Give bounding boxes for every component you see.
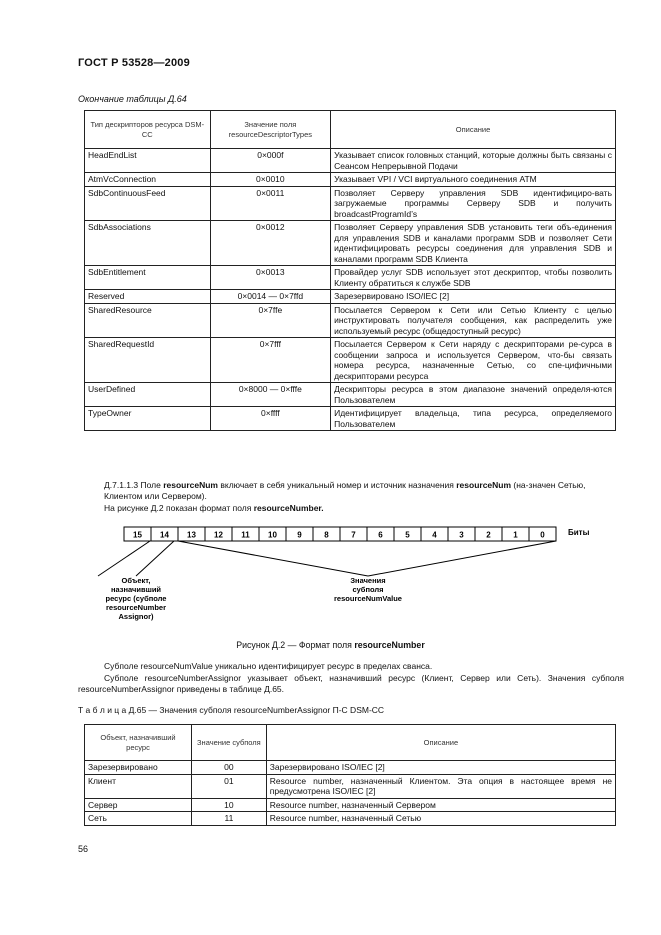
col-header-description: Описание — [331, 111, 616, 149]
cell-name: SdbAssociations — [85, 221, 211, 266]
bit-number: 2 — [486, 530, 491, 540]
bit-number: 14 — [160, 530, 169, 540]
cell-value: 11 — [192, 812, 267, 826]
cell-name: SdbContinuousFeed — [85, 186, 211, 221]
table-row — [85, 186, 616, 221]
label-line: resourceNumValue — [334, 594, 402, 603]
cell-name: SdbEntitlement — [85, 266, 211, 290]
label-line: Assignor) — [118, 612, 154, 621]
label-line: назначивший — [110, 585, 162, 594]
bit-number: 6 — [378, 530, 383, 540]
col-header-value: Значение поля resourceDescriptorTypes — [210, 111, 331, 149]
document-header: ГОСТ Р 53528—2009 — [78, 57, 190, 69]
table-row — [85, 149, 616, 173]
para1-text-c: включает в себя уникальный номер и источник назначения — [218, 480, 457, 490]
cell-value: 0×ffff — [210, 407, 331, 431]
table-header-row — [85, 111, 616, 149]
figure-caption-text: Рисунок Д.2 — Формат поля — [236, 640, 355, 650]
table-row — [85, 303, 616, 338]
cell-name: Сервер — [85, 798, 192, 812]
table-row — [85, 383, 616, 407]
table-row — [85, 173, 616, 187]
bit-number: 7 — [351, 530, 356, 540]
cell-value: 0×7ffe — [210, 303, 331, 338]
cell-name: Сеть — [85, 812, 192, 826]
bit-number: 5 — [405, 530, 410, 540]
paragraph-figure-ref — [104, 503, 624, 514]
cell-name: AtmVcConnection — [85, 173, 211, 187]
para2-text-a: На рисунке Д.2 показан формат поля — [104, 503, 254, 513]
cell-description: Провайдер услуг SDB использует этот дескриптор, чтобы позволить Клиенту обратиться к службе SDB — [331, 266, 616, 290]
page-number: 56 — [78, 844, 89, 854]
bits-label: Биты — [568, 528, 590, 537]
bit-number: 3 — [459, 530, 464, 540]
cell-description: Посылается Сервером к Сети или Сетью Клиенту с целью инструктировать получателя сообщения, как распределить уже используемый ресурс (общедоступный ресурс) — [331, 303, 616, 338]
label-line: resourceNumber — [105, 603, 167, 612]
cell-name: Reserved — [85, 290, 211, 304]
bit-number: 12 — [214, 530, 223, 540]
bit-number: 11 — [241, 530, 250, 540]
table-row — [85, 812, 616, 826]
assignor-label — [106, 576, 167, 621]
para1-bold-d: resourceNum — [456, 480, 512, 490]
table-row — [85, 290, 616, 304]
para2-bold-b: resourceNumber. — [253, 503, 324, 513]
cell-description: Зарезервировано ISO/IEC [2] — [266, 761, 615, 775]
bit-number: 0 — [540, 530, 545, 540]
cell-value: 0×0014 — 0×7ffd — [210, 290, 331, 304]
col-header-description: Описание — [266, 725, 615, 761]
label-line: ресурс (субполе — [105, 594, 167, 603]
bit-number: 1 — [513, 530, 518, 540]
paragraph-assignor: Субполе resourceNumberAssignor указывает объект, назначивший ресурс (Клиент, Сервер или Сеть). Значения субполя resourceNumberAssignor приведены в таблице Д.65. — [78, 673, 624, 694]
cell-name: UserDefined — [85, 383, 211, 407]
cell-value: 0×000f — [210, 149, 331, 173]
cell-description: Посылается Сервером к Сети наряду с дескрипторами ре-сурса в сообщении запроса и используется Сервером, что-бы связать номера ресурса, назначенные Сетью, со спе-цифичными дескрипторами ресурса — [331, 338, 616, 383]
cell-value: 00 — [192, 761, 267, 775]
table-row — [85, 761, 616, 775]
table-row — [85, 774, 616, 798]
resource-number-format-diagram — [78, 520, 638, 640]
num-value-label — [334, 576, 402, 603]
table-row — [85, 338, 616, 383]
label-line: Объект, — [121, 576, 151, 585]
bit-number: 8 — [324, 530, 329, 540]
bit-number: 4 — [432, 530, 437, 540]
bit-number: 13 — [187, 530, 196, 540]
cell-value: 01 — [192, 774, 267, 798]
paragraph-num-value: Субполе resourceNumValue уникально идентифицирует ресурс в пределах сванса. — [104, 661, 433, 671]
bit-number: 10 — [268, 530, 277, 540]
label-line: Значения — [350, 576, 386, 585]
cell-description: Позволяет Серверу управления SDB идентифициро-вать загружаемые программы Серверу SDB и получить broadcastProgramId’s — [331, 186, 616, 221]
table-row — [85, 798, 616, 812]
figure-caption — [0, 640, 661, 650]
cell-description: Позволяет Серверу управления SDB установить теги объ-единения для управления SDB и каналами программ SDB и позволяет Сети идентифицировать ресурсы соединения для управления SDB и каналами программ SDB Клиента — [331, 221, 616, 266]
cell-name: HeadEndList — [85, 149, 211, 173]
label-line: субполя — [352, 585, 384, 594]
cell-description: Resource number, назначенный Сетью — [266, 812, 615, 826]
cell-description: Указывает VPI / VCI виртуального соединения ATM — [331, 173, 616, 187]
bit-number: 9 — [297, 530, 302, 540]
table1-caption: Окончание таблицы Д.64 — [78, 94, 187, 104]
cell-description: Указывает список головных станций, которые должны быть связаны с Сеансом Непрерывной Подачи — [331, 149, 616, 173]
cell-name: TypeOwner — [85, 407, 211, 431]
cell-value: 0×0010 — [210, 173, 331, 187]
cell-name: Зарезервировано — [85, 761, 192, 775]
cell-name: Клиент — [85, 774, 192, 798]
right-bracket-line-a — [178, 541, 368, 576]
col-header-type: Тип дескрипторов ресурса DSM-CC — [85, 111, 211, 149]
descriptor-types-table — [84, 110, 616, 431]
figure-caption-bold: resourceNumber — [354, 640, 425, 650]
table1-body — [85, 149, 616, 431]
bit-number: 15 — [133, 530, 142, 540]
right-bracket-line-b — [368, 541, 556, 576]
cell-value: 10 — [192, 798, 267, 812]
cell-value: 0×0011 — [210, 186, 331, 221]
col-header-object: Объект, назначивший ресурс — [85, 725, 192, 761]
table2-caption: Т а б л и ц а Д.65 — Значения субполя resourceNumberAssignor П-С DSM-CC — [78, 705, 385, 715]
para1-text-a: Д.7.1.1.3 Поле — [104, 480, 164, 490]
cell-name: SharedResource — [85, 303, 211, 338]
cell-value: 0×7fff — [210, 338, 331, 383]
cell-description: Resource number, назначенный Сервером — [266, 798, 615, 812]
table-row — [85, 407, 616, 431]
cell-value: 0×8000 — 0×fffe — [210, 383, 331, 407]
table-row — [85, 221, 616, 266]
col-header-subfield-value: Значение субполя — [192, 725, 267, 761]
cell-description: Идентифицирует владельца, типа ресурса, определяемого Пользователем — [331, 407, 616, 431]
cell-description: Зарезервировано ISO/IEC [2] — [331, 290, 616, 304]
cell-description: Resource number, назначенный Клиентом. Эта опция в настоящее время не предусмотрена ISO/IEC [2] — [266, 774, 615, 798]
table-row — [85, 266, 616, 290]
assignor-values-table — [84, 724, 616, 826]
cell-value: 0×0012 — [210, 221, 331, 266]
cell-description: Дескрипторы ресурса в этом диапазоне значений определя-ются Пользователем — [331, 383, 616, 407]
bit-field-row — [124, 527, 556, 541]
cell-name: SharedRequestId — [85, 338, 211, 383]
table-header-row — [85, 725, 616, 761]
table2-body — [85, 761, 616, 826]
para1-text-e: (на-значен Сетью, Клиентом или Сервером). — [104, 480, 586, 501]
para1-bold-b: resourceNum — [163, 480, 218, 490]
cell-value: 0×0013 — [210, 266, 331, 290]
paragraph-resource-num — [104, 480, 624, 502]
